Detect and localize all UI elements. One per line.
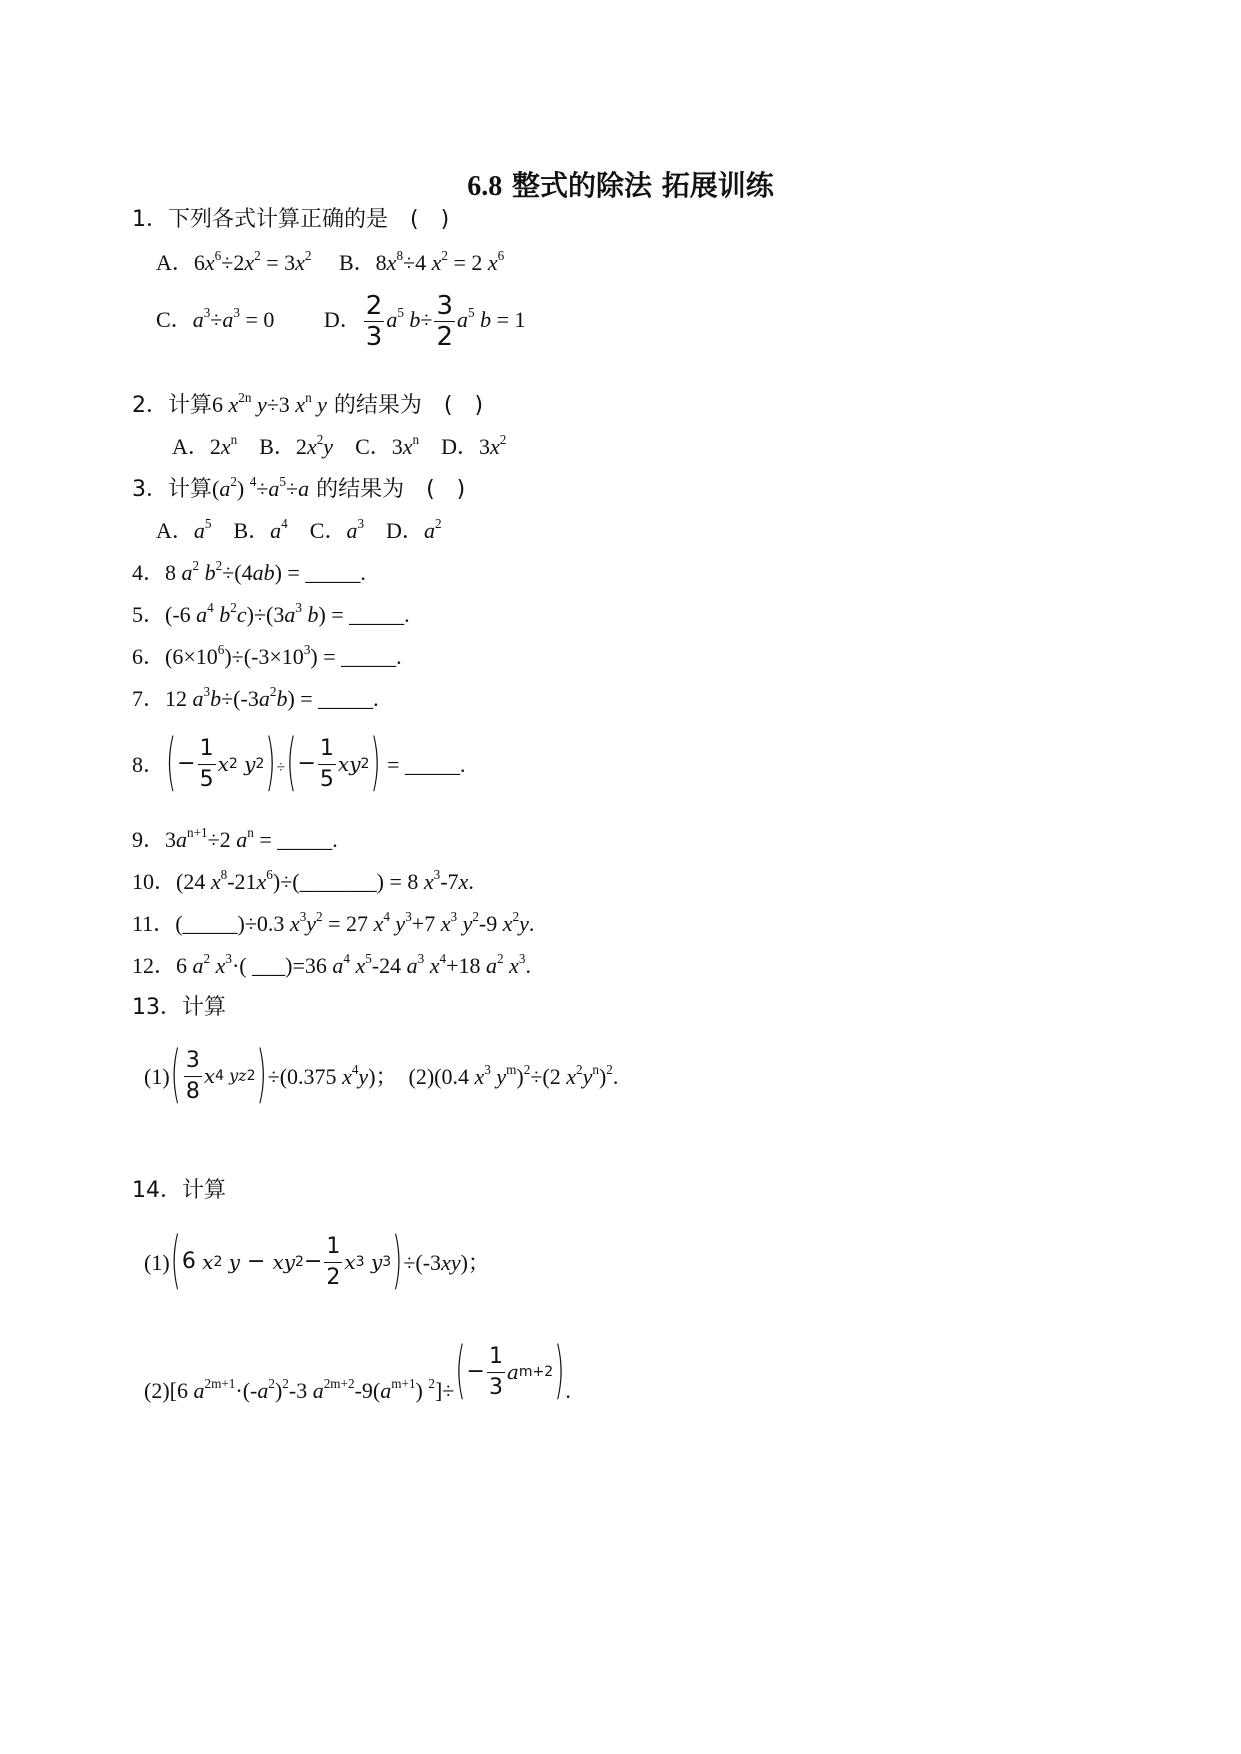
question-14-part-1: (1) ( 6 x 2 y − xy 2 − $\frac{1}{2}$ x 3 y 3 ) ÷(-3xy)；	[144, 1220, 490, 1304]
fraction-two-thirds: $\frac{2}{3}$	[365, 291, 383, 353]
question-13-parts: (1) ( $\frac{3}{8}$ x 4 yz 2 ) ÷(0.375 $x^4y$)； (2)(0.4 $x^3$ $y^m)^2\div(2$ $x^2y^n)^2$.	[144, 1036, 618, 1116]
fraction-one-fifth: $\frac{1}{5}$	[199, 735, 214, 792]
option-a-label: A．	[156, 250, 194, 275]
title-text: 整式的除法 拓展训练	[502, 169, 774, 202]
question-6: 6．$(6\times 10^6)\div(-3\times 10^3)$ = _____.	[132, 642, 402, 669]
question-12: 12．6 $a^2$ $x^3\cdot$( ___)=36 $a^4$ $x^5-24$ $a^3$ $x^4+18$ $a^2$ $x^3$.	[132, 951, 531, 978]
question-3-stem: 3．计算$(a^2)$ $^4\div a^5\div a$ 的结果为 ( )	[132, 474, 466, 502]
q8-expression-2: ( − $\frac{1}{5}$ xy 2 )	[286, 728, 381, 800]
question-14-part-2: (2)[6 $a^{2m+1}\cdot(-a^2)^2-3$ $a^{2m+2}-9(a^{m+1})$ $^2$]÷ ( − $\frac{1}{3}$ a m+2 ) .	[144, 1322, 571, 1422]
question-1-stem: 1．下列各式计算正确的是 ( )	[132, 207, 450, 232]
question-2-options: A．$2x^n$ B．$2x^2y$ C．$3x^n$ D．$3x^2$	[172, 432, 507, 459]
option-b-label: B．	[338, 250, 376, 275]
fraction-one-half: $\frac{1}{2}$	[326, 1233, 341, 1290]
fraction-one-fifth-2: $\frac{1}{5}$	[319, 735, 334, 792]
question-11: 11．(_____)÷0.3 $x^3y^2 = 27$ $x^4$ $y^3+7$ $x^3$ $y^2-9$ $x^2y$.	[132, 909, 535, 936]
question-1-options-cd: C．$a^3\div a^3 = 0$ D． $\frac{2}{3}$ $a^5$ b÷ $\frac{3}{2}$ $a^5$ b = 1	[156, 291, 526, 353]
question-1-options-ab: A．$6x^6\div 2x^2 = 3x^2$ B．$8x^8\div 4$ $x^2 = 2$ $x^6$	[156, 248, 505, 275]
question-8: 8． ( − $\frac{1}{5}$ x 2 y 2 ) ÷ ( − $\frac{1}{5}$ xy 2 ) = _____.	[132, 728, 466, 800]
fraction-one-third: $\frac{1}{3}$	[488, 1343, 503, 1400]
question-9: 9．$3a^{n+1}\div 2$ $a^n$ = _____.	[132, 825, 338, 852]
q14-2-expression: ( − $\frac{1}{3}$ a m+2 )	[455, 1336, 565, 1408]
question-10: 10．(24 $x^8-21x^6)\div(\_\_\_\_\_\_\_) = 8$ $x^3-7x$.	[132, 867, 474, 894]
fraction-three-halves: $\frac{3}{2}$	[436, 291, 454, 353]
page-title	[0, 164, 1241, 204]
q13-expression: ( $\frac{3}{8}$ x 4 yz 2 )	[170, 1040, 267, 1112]
option-d-label: D．	[323, 307, 362, 332]
q14-1-expression: ( 6 x 2 y − xy 2 − $\frac{1}{2}$ x 3 y 3 )	[170, 1226, 403, 1298]
question-3-options: A．$a^5$ B．$a^4$ C．$a^3$ D．$a^2$	[156, 516, 442, 543]
question-4: 4．8 $a^2$ $b^2\div(4ab)$ = _____.	[132, 558, 366, 585]
option-c-label: C．	[156, 307, 193, 332]
question-5: 5．(-6 $a^4$ $b^2c)\div(3a^3$ b) = _____.	[132, 600, 410, 627]
question-7: 7．12 $a^3b\div(-3a^2b)$ = _____.	[132, 684, 379, 711]
question-14-stem: 14．计算	[132, 1178, 226, 1203]
title-number: 6.8	[467, 171, 503, 202]
fraction-three-eighths: $\frac{3}{8}$	[185, 1047, 200, 1104]
question-2-stem: 2．计算6 $x^{2n}$ y÷3 $x^n$ y 的结果为 ( )	[132, 390, 484, 418]
question-13-stem: 13．计算	[132, 995, 226, 1020]
q8-expression-1: ( − $\frac{1}{5}$ x 2 y 2 )	[166, 728, 276, 800]
